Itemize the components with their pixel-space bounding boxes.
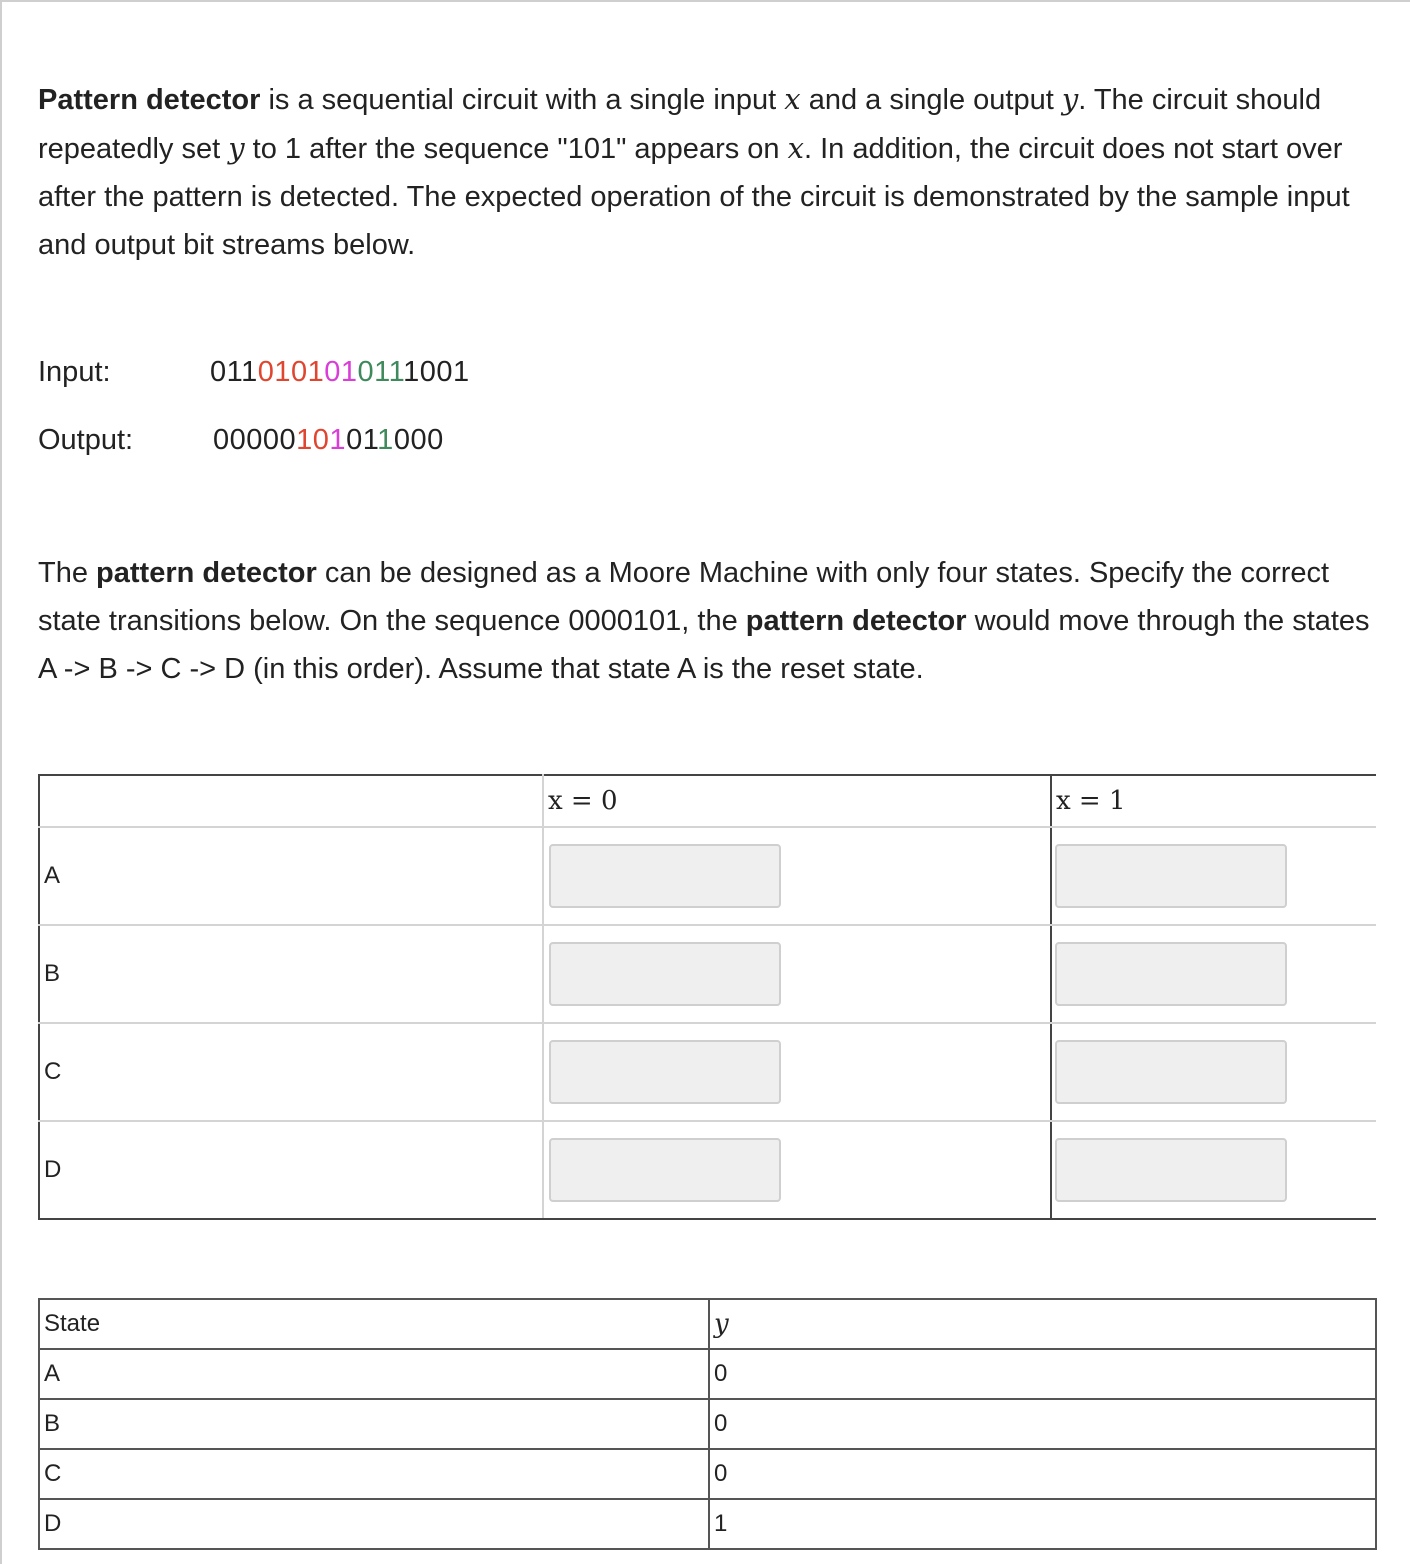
- header-x-equals-0: x = 0: [543, 775, 1051, 827]
- state-label: D: [39, 1121, 543, 1219]
- output-seg-4: 01: [346, 424, 378, 456]
- table-row: [39, 1449, 1376, 1499]
- state-transition-table: [38, 774, 1376, 1220]
- output-seg-3: 1: [329, 424, 347, 456]
- output-value: 0: [709, 1399, 1376, 1449]
- input-seg-1: 011: [210, 356, 258, 388]
- moore-paragraph: The pattern detector can be designed as a Moore Machine with only four states. Specify the correct state transitions below. On the sequence 0000101, the pattern detector would move through the states A -> B -> C -> D (in this order). Assume that state A is the reset state.: [38, 557, 1370, 685]
- header-y: y: [709, 1299, 1376, 1349]
- state-label: C: [39, 1023, 543, 1121]
- next-state-a-x1-input[interactable]: [1055, 844, 1287, 908]
- frame-top-border: [0, 0, 1410, 2]
- transition-row-d: [39, 1121, 1376, 1219]
- state-output-table: [38, 1298, 1377, 1550]
- next-state-c-x1-input[interactable]: [1055, 1040, 1287, 1104]
- output-value: 1: [709, 1499, 1376, 1549]
- output-header-row: [39, 1299, 1376, 1349]
- header-state: State: [39, 1299, 709, 1349]
- state-label: B: [39, 1399, 709, 1449]
- state-label: D: [39, 1499, 709, 1549]
- input-seg-4: 011: [357, 356, 404, 388]
- var-y: y: [228, 131, 245, 165]
- transition-row-c: [39, 1023, 1376, 1121]
- output-bitstream: [213, 424, 444, 457]
- transition-header-row: [39, 775, 1376, 827]
- output-value: 0: [709, 1349, 1376, 1399]
- output-seg-5: 1: [377, 424, 394, 456]
- state-label: B: [39, 925, 543, 1023]
- next-state-d-x0-input[interactable]: [549, 1138, 781, 1202]
- state-label: A: [39, 827, 543, 925]
- table-row: [39, 1499, 1376, 1549]
- output-seg-1: 00000: [213, 424, 297, 456]
- term-pattern-detector: pattern detector: [745, 605, 967, 637]
- state-label: C: [39, 1449, 709, 1499]
- input-label: Input:: [38, 356, 111, 388]
- table-row: [39, 1399, 1376, 1449]
- var-x: x: [787, 131, 804, 165]
- output-value: 0: [709, 1449, 1376, 1499]
- next-state-c-x0-input[interactable]: [549, 1040, 781, 1104]
- output-label: Output:: [38, 424, 134, 456]
- input-seg-5: 1001: [403, 356, 470, 388]
- input-seg-2: 0101: [257, 356, 325, 388]
- output-seg-2: 10: [296, 424, 330, 456]
- output-seg-6: 000: [393, 424, 444, 456]
- transition-row-b: [39, 925, 1376, 1023]
- transition-row-a: [39, 827, 1376, 925]
- header-state: [39, 775, 543, 827]
- next-state-a-x0-input[interactable]: [549, 844, 781, 908]
- header-x-equals-1: x = 1: [1051, 775, 1376, 827]
- input-bitstream: [210, 356, 470, 389]
- state-label: A: [39, 1349, 709, 1399]
- next-state-b-x0-input[interactable]: [549, 942, 781, 1006]
- term-pattern-detector: Pattern detector: [38, 84, 261, 116]
- next-state-b-x1-input[interactable]: [1055, 942, 1287, 1006]
- frame-left-border: [0, 0, 2, 1564]
- term-pattern-detector: pattern detector: [96, 557, 317, 589]
- var-y: y: [1061, 82, 1079, 116]
- table-row: [39, 1349, 1376, 1399]
- input-seg-3: 01: [324, 356, 358, 388]
- var-x: x: [784, 82, 801, 116]
- next-state-d-x1-input[interactable]: [1055, 1138, 1287, 1202]
- intro-paragraph: Pattern detector is a sequential circuit with a single input x and a single output y. The circuit should repeatedly set y to 1 after the sequence "101" appears on x. In addition, the circuit does not start over after the pattern is detected. The expected operation of the circuit is demonstrated by the sample input and output bit streams below.: [38, 82, 1350, 261]
